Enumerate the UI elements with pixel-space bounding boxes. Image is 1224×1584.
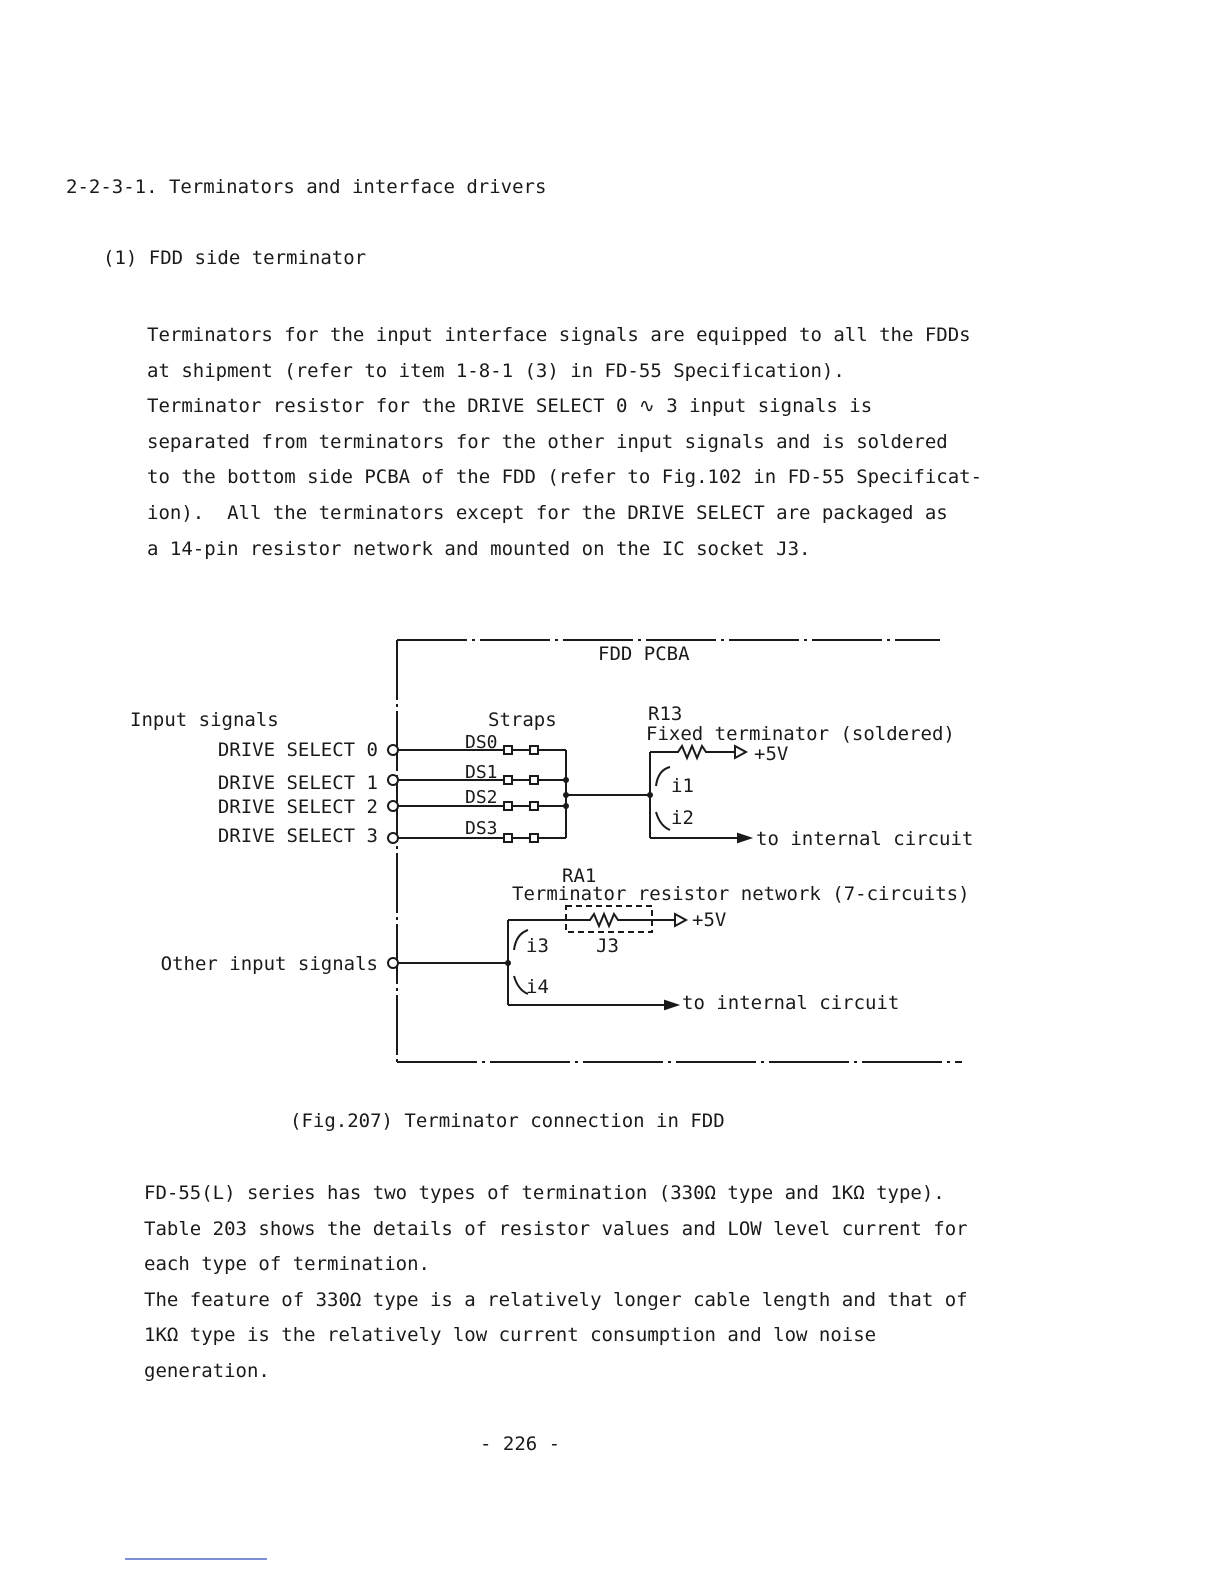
other-input-signals-label: Other input signals bbox=[160, 953, 378, 975]
plus5v-label-1: +5V bbox=[754, 743, 789, 765]
straps-label: Straps bbox=[488, 709, 557, 731]
page-number: - 226 - bbox=[480, 1433, 561, 1455]
paragraph-line: ion). All the terminators except for the DRIVE SELECT are packaged as bbox=[147, 501, 948, 524]
r13-label: R13 bbox=[648, 703, 683, 725]
drive-select-2-label: DRIVE SELECT 2 bbox=[217, 796, 378, 818]
paragraph-line: to the bottom side PCBA of the FDD (refer to Fig.102 in FD-55 Specificat- bbox=[147, 466, 983, 489]
network-label: Terminator resistor network (7-circuits) bbox=[512, 883, 970, 905]
strap-ds1-label: DS1 bbox=[465, 762, 498, 783]
paragraph-line: FD-55(L) series has two types of termination (330Ω type and 1KΩ type). bbox=[144, 1182, 945, 1204]
corner-mark bbox=[125, 1558, 267, 1560]
r13-resistor bbox=[650, 746, 735, 758]
paragraph-line: each type of termination. bbox=[144, 1253, 430, 1276]
strap-ds2-label: DS2 bbox=[465, 787, 498, 808]
drive-select-1-label: DRIVE SELECT 1 bbox=[217, 772, 378, 794]
i3-label: i3 bbox=[526, 935, 549, 957]
drive-select-0-label: DRIVE SELECT 0 bbox=[217, 739, 378, 761]
to-internal-circuit-label-2: to internal circuit bbox=[682, 992, 900, 1014]
paragraph-line: generation. bbox=[144, 1359, 270, 1382]
ra1-label: RA1 bbox=[562, 865, 597, 887]
i2-arrow bbox=[656, 812, 670, 830]
sub-heading: (1) FDD side terminator bbox=[103, 247, 367, 269]
to-internal-arrow-1 bbox=[738, 834, 750, 842]
paragraph-line: 1KΩ type is the relatively low current consumption and low noise bbox=[144, 1324, 877, 1347]
strap-ds0-label: DS0 bbox=[465, 732, 498, 753]
strap-ds3-label: DS3 bbox=[465, 818, 498, 839]
to-internal-circuit-label-1: to internal circuit bbox=[756, 828, 974, 850]
plus5v-label-2: +5V bbox=[692, 909, 727, 931]
plus5v-arrow-1 bbox=[735, 746, 746, 758]
paragraph-line: separated from terminators for the other input signals and is soldered bbox=[147, 430, 948, 453]
i2-label: i2 bbox=[671, 807, 694, 829]
fixed-terminator-label: Fixed terminator (soldered) bbox=[646, 723, 955, 745]
plus5v-arrow-2 bbox=[675, 914, 686, 926]
paragraph-line: Table 203 shows the details of resistor values and LOW level current for bbox=[144, 1217, 968, 1240]
section-heading: 2-2-3-1. Terminators and interface drivers bbox=[66, 176, 547, 198]
paragraph-line: at shipment (refer to item 1-8-1 (3) in FD-55 Specification). bbox=[147, 359, 845, 382]
ra1-resistor bbox=[508, 914, 675, 926]
paragraph-termination-types bbox=[144, 1176, 1044, 1390]
pcba-label: FDD PCBA bbox=[598, 643, 690, 665]
i1-arrow bbox=[656, 767, 670, 786]
paragraph-terminators bbox=[147, 318, 1047, 567]
terminator-connection-diagram bbox=[0, 620, 1224, 1090]
drive-select-3-label: DRIVE SELECT 3 bbox=[217, 825, 378, 847]
paragraph-line: The feature of 330Ω type is a relatively longer cable length and that of bbox=[144, 1288, 968, 1311]
j3-label: J3 bbox=[596, 935, 619, 957]
strap-jumpers bbox=[504, 746, 566, 842]
figure-caption: (Fig.207) Terminator connection in FDD bbox=[290, 1110, 725, 1132]
to-internal-arrow-2 bbox=[665, 1001, 677, 1009]
paragraph-line: Terminators for the input interface signals are equipped to all the FDDs bbox=[147, 324, 971, 346]
paragraph-line: a 14-pin resistor network and mounted on the IC socket J3. bbox=[147, 537, 811, 560]
input-signals-label: Input signals bbox=[130, 709, 279, 731]
paragraph-line: Terminator resistor for the DRIVE SELECT 0 ∿ 3 input signals is bbox=[147, 395, 873, 418]
i4-label: i4 bbox=[526, 976, 549, 998]
i1-label: i1 bbox=[671, 775, 694, 797]
